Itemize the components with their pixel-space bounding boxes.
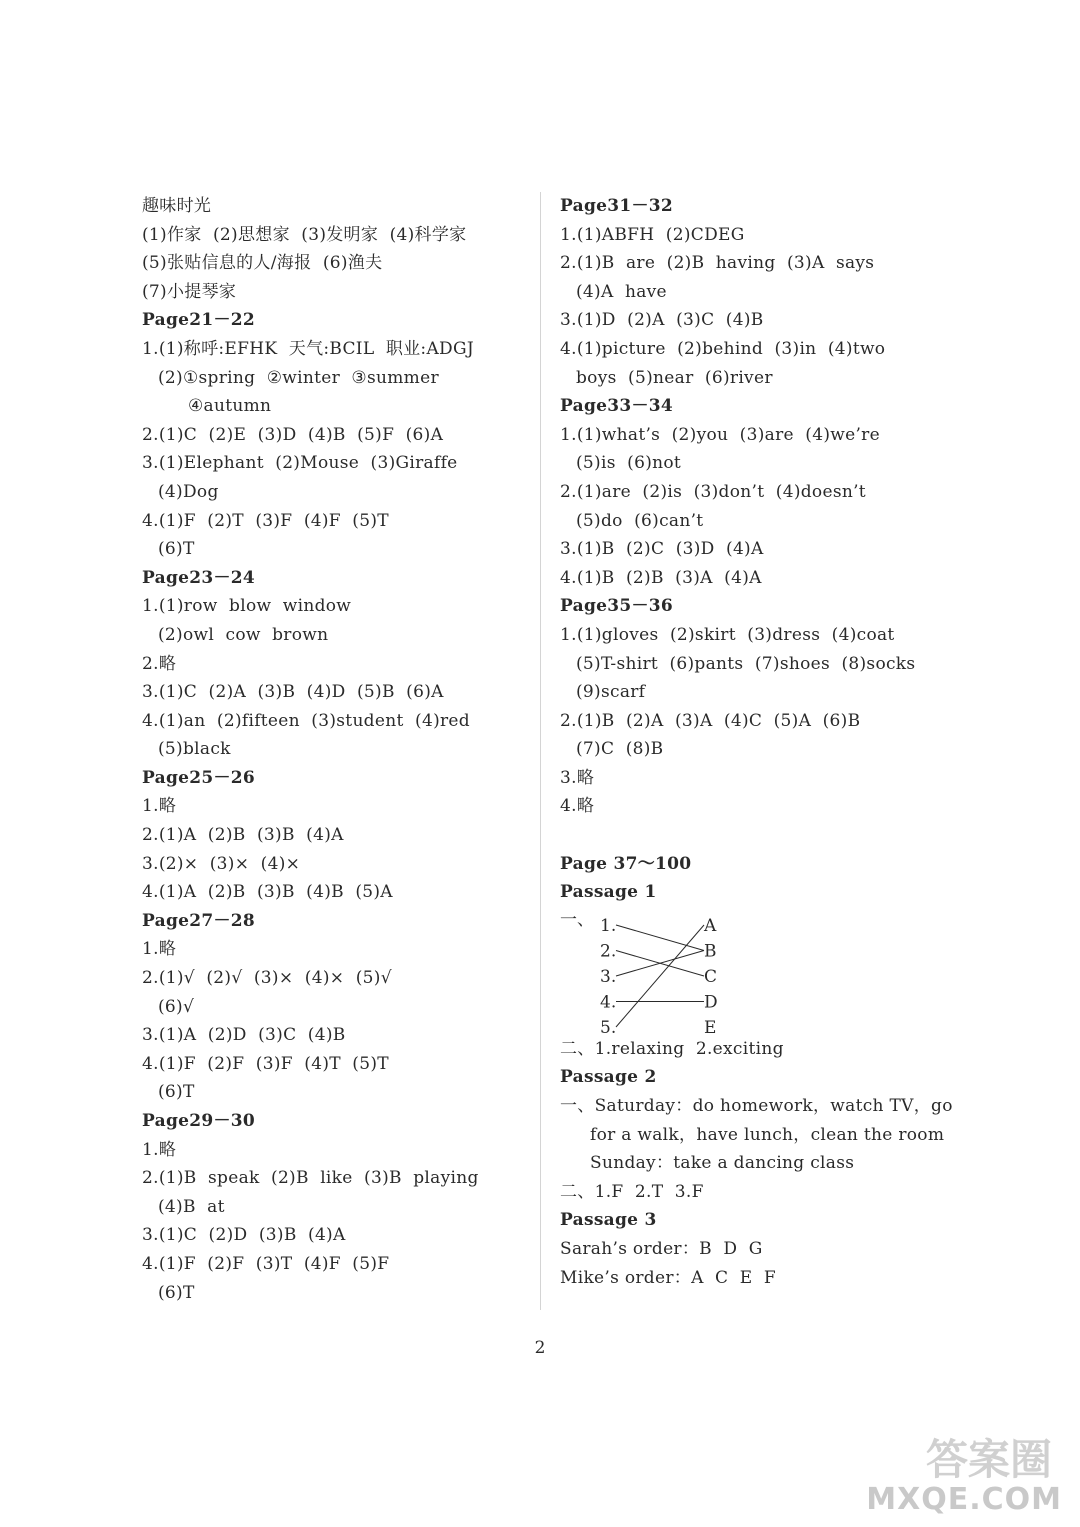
watermark-logo: 答案圈 bbox=[925, 1435, 1052, 1484]
section-heading: Page 37～100 bbox=[560, 853, 692, 874]
right-bottom-section bbox=[560, 1035, 960, 1292]
answer-line: 4.(1)B (2)B (3)A (4)A bbox=[560, 567, 762, 588]
answer-line: 4.略 bbox=[560, 796, 595, 817]
match-left-label: 3. bbox=[600, 966, 617, 987]
match-left-label: 4. bbox=[600, 992, 617, 1013]
watermark bbox=[866, 1427, 1062, 1517]
section-heading: Passage 2 bbox=[560, 1067, 657, 1088]
section-heading: Page23－24 bbox=[142, 567, 256, 588]
answer-line: 2.略 bbox=[142, 653, 177, 674]
section-heading: Page21－22 bbox=[142, 310, 256, 331]
answer-line: Sunday：take a dancing class bbox=[590, 1153, 855, 1174]
left-column bbox=[142, 192, 532, 1307]
answer-line: 1.略 bbox=[142, 796, 177, 817]
answer-line: 4.(1)an (2)fifteen (3)student (4)red bbox=[142, 710, 470, 731]
answer-line: 趣味时光 bbox=[142, 196, 212, 216]
match-left-label: 1. bbox=[600, 915, 617, 936]
answer-line: 2.(1)√ (2)√ (3)× (4)× (5)√ bbox=[142, 968, 392, 989]
answer-line: 3.(1)C (2)D (3)B (4)A bbox=[142, 1225, 346, 1246]
answer-line: (5)T-shirt (6)pants (7)shoes (8)socks bbox=[576, 653, 916, 674]
answer-line: 3.(1)A (2)D (3)C (4)B bbox=[142, 1025, 346, 1046]
answer-line: (6)T bbox=[158, 539, 195, 560]
answer-line: 4.(1)picture (2)behind (3)in (4)two bbox=[560, 338, 886, 359]
right-column bbox=[560, 192, 960, 1292]
answer-line: 3.(2)× (3)× (4)× bbox=[142, 853, 301, 874]
answer-line: 3.略 bbox=[560, 767, 595, 788]
answer-line: 4.(1)A (2)B (3)B (4)B (5)A bbox=[142, 882, 393, 903]
section-heading: Page31－32 bbox=[560, 196, 674, 216]
right-top-section bbox=[560, 192, 960, 907]
answer-line: (9)scarf bbox=[576, 682, 646, 703]
matching-prefix: 一、 bbox=[560, 909, 594, 930]
answer-line: boys (5)near (6)river bbox=[576, 367, 773, 388]
match-line bbox=[616, 925, 704, 1027]
answer-line: for a walk，have lunch，clean the room bbox=[590, 1124, 945, 1145]
answer-line: (5)black bbox=[158, 739, 231, 760]
answer-line: 2.(1)B speak (2)B like (3)B playing bbox=[142, 1168, 479, 1189]
answer-line: (7)C (8)B bbox=[576, 739, 664, 760]
match-right-label: B bbox=[704, 941, 717, 962]
answer-line: 1.略 bbox=[142, 939, 177, 960]
answer-line: 2.(1)C (2)E (3)D (4)B (5)F (6)A bbox=[142, 424, 444, 445]
answer-line: 2.(1)B are (2)B having (3)A says bbox=[560, 253, 875, 274]
answer-line bbox=[560, 821, 960, 850]
answer-line: (5)do (6)can’t bbox=[576, 510, 704, 531]
section-heading: Passage 1 bbox=[560, 882, 657, 903]
match-left-label: 5. bbox=[600, 1017, 617, 1035]
column-divider bbox=[540, 192, 541, 1310]
answer-line: 3.(1)C (2)A (3)B (4)D (5)B (6)A bbox=[142, 682, 444, 703]
match-line bbox=[616, 925, 704, 951]
answer-line: (6)T bbox=[158, 1282, 195, 1303]
answer-line: 1.略 bbox=[142, 1139, 177, 1160]
answer-line: 1.(1)gloves (2)skirt (3)dress (4)coat bbox=[560, 624, 895, 645]
answer-line: 4.(1)F (2)F (3)T (4)F (5)F bbox=[142, 1253, 390, 1274]
answer-line: 2.(1)are (2)is (3)don’t (4)doesn’t bbox=[560, 481, 866, 502]
answer-line: (7)小提琴家 bbox=[142, 281, 237, 302]
answer-line: 1.(1)row blow window bbox=[142, 596, 352, 617]
answer-line: 4.(1)F (2)F (3)F (4)T (5)T bbox=[142, 1053, 389, 1074]
section-heading: Page29－30 bbox=[142, 1111, 256, 1131]
answer-line: 3.(1)B (2)C (3)D (4)A bbox=[560, 539, 764, 560]
match-right-label: A bbox=[704, 915, 717, 936]
match-right-label: E bbox=[704, 1017, 717, 1035]
match-right-label: C bbox=[704, 966, 718, 987]
watermark-site: MXQE.COM bbox=[866, 1482, 1062, 1517]
answer-line: 3.(1)Elephant (2)Mouse (3)Giraffe bbox=[142, 453, 458, 474]
answer-line: (2)①spring ②winter ③summer bbox=[158, 367, 439, 388]
answer-line: 1.(1)ABFH (2)CDEG bbox=[560, 224, 745, 245]
section-heading: Page33－34 bbox=[560, 396, 674, 417]
answer-line: (6)T bbox=[158, 1082, 195, 1103]
passage1-matching bbox=[560, 907, 960, 1035]
answer-line: 2.(1)B (2)A (3)A (4)C (5)A (6)B bbox=[560, 710, 861, 731]
matching-diagram bbox=[560, 907, 760, 1035]
answer-line: 二、1.relaxing 2.exciting bbox=[560, 1038, 784, 1059]
answer-line: 1.(1)称呼:EFHK 天气:BCIL 职业:ADGJ bbox=[142, 338, 474, 359]
answer-line: 1.(1)what’s (2)you (3)are (4)we’re bbox=[560, 424, 880, 445]
page-number: 2 bbox=[534, 1338, 546, 1358]
answer-line: (2)owl cow brown bbox=[158, 624, 329, 645]
answer-line: (5)张贴信息的人/海报 (6)渔夫 bbox=[142, 253, 383, 274]
answer-line: 2.(1)A (2)B (3)B (4)A bbox=[142, 825, 344, 846]
answer-line: ④autumn bbox=[188, 396, 272, 417]
section-heading: Passage 3 bbox=[560, 1210, 657, 1231]
answer-line: Sarah’s order：B D G bbox=[560, 1239, 763, 1259]
answer-line: (5)is (6)not bbox=[576, 453, 682, 474]
answer-line: 一、Saturday：do homework，watch TV，go bbox=[560, 1096, 953, 1117]
answer-line: (4)A have bbox=[576, 281, 667, 302]
answer-line: (6)√ bbox=[158, 996, 195, 1017]
answer-line: 二、1.F 2.T 3.F bbox=[560, 1181, 704, 1202]
answer-line: (4)Dog bbox=[158, 481, 219, 502]
answer-line: 3.(1)D (2)A (3)C (4)B bbox=[560, 310, 764, 331]
answer-line: (4)B at bbox=[158, 1196, 225, 1217]
answer-line: 4.(1)F (2)T (3)F (4)F (5)T bbox=[142, 510, 389, 531]
section-heading: Page35－36 bbox=[560, 596, 674, 617]
answer-line: (1)作家 (2)思想家 (3)发明家 (4)科学家 bbox=[142, 224, 467, 245]
match-left-label: 2. bbox=[600, 941, 617, 962]
match-right-label: D bbox=[704, 992, 718, 1013]
answer-line: Mike’s order：A C E F bbox=[560, 1267, 776, 1288]
section-heading: Page25－26 bbox=[142, 767, 256, 788]
section-heading: Page27－28 bbox=[142, 910, 256, 931]
